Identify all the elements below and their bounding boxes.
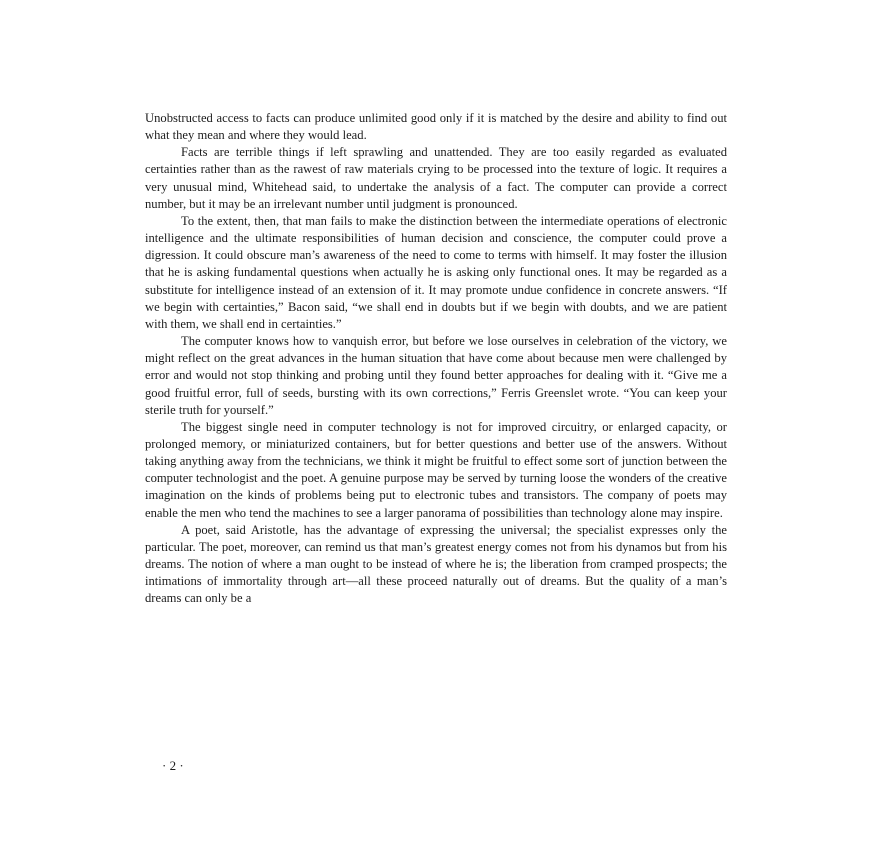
paragraph: A poet, said Aristotle, has the advantage of expressing the universal; the specialist expresses only the particular. The poet, moreover, can remind us that man’s greatest energy comes not from his dynamos but from his dreams. The notion of where a man ought to be instead of where he is; the liberation from cramped prospects; the intimations of immortality through art—all these proceed naturally out of dreams. But the quality of a man’s dreams can only be a [145, 522, 727, 606]
page-number: · 2 · [162, 758, 184, 773]
paragraph: The biggest single need in computer technology is not for improved circuitry, or enlarged capacity, or prolonged memory, or miniaturized containers, but for better questions and better use of the answers. Without taking anything away from the technicians, we think it might be fruitful to effect some sort of junction between the computer technologist and the poet. A genuine purpose may be served by turning loose the wonders of the creative imagination on the kinds of problems being put to electronic tubes and transistors. The company of poets may enable the men who tend the machines to see a larger panorama of possibilities than technology alone may inspire. [145, 419, 727, 520]
paragraph: Facts are terrible things if left sprawling and unattended. They are too easily regarded as evaluated certainties rather than as the rawest of raw materials crying to be processed into the texture of logic. It requires a very unusual mind, Whitehead said, to undertake the analysis of a fact. The computer can provide a correct number, but it may be an irrelevant number until judgment is pronounced. [145, 145, 727, 211]
paragraph: To the extent, then, that man fails to make the distinction between the intermediate operations of electronic intelligence and the ultimate responsibilities of human decision and conscience, the computer could prove a digression. It could obscure man’s awareness of the need to come to terms with himself. It may foster the illusion that he is asking fundamental questions when actually he is asking only functional ones. It may be regarded as a substitute for intelligence instead of an extension of it. It may promote undue confidence in concrete answers. “If we begin with certainties,” Bacon said, “we shall end in doubts but if we begin with doubts, and we are patient with them, we shall end in certainties.” [145, 213, 727, 331]
paragraph: Unobstructed access to facts can produce unlimited good only if it is matched by the desire and ability to find out what they mean and where they would lead. [145, 111, 727, 143]
paragraph: The computer knows how to vanquish error, but before we lose ourselves in celebration of the victory, we might reflect on the great advances in the human situation that have come about because men were challenged by error and would not stop thinking and probing until they found better approaches for dealing with it. “Give me a good fruitful error, full of seeds, bursting with its own corrections,” Ferris Greenslet wrote. “You can keep your sterile truth for yourself.” [145, 334, 727, 417]
body-text [145, 110, 727, 608]
